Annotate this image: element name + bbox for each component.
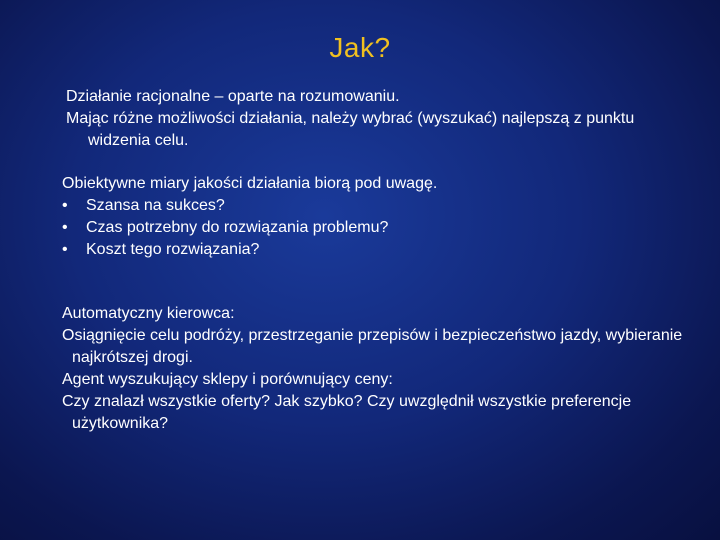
bullet-item-text: Czas potrzebny do rozwiązania problemu? — [86, 219, 389, 236]
intro-line-1: Działanie racjonalne – oparte na rozumowaniu. — [66, 88, 400, 105]
bullet-item-text: Koszt tego rozwiązania? — [86, 241, 260, 258]
measures-section — [62, 173, 692, 261]
agent-heading: Agent wyszukujący sklepy i porównujący ceny: — [62, 371, 393, 388]
driver-heading: Automatyczny kierowca: — [62, 305, 235, 322]
intro-line-2: Mając różne możliwości działania, należy wybrać (wyszukać) najlepszą z punktu widzenia celu. — [66, 110, 635, 149]
bullet-symbol: • — [62, 241, 68, 258]
examples-section — [62, 303, 702, 435]
bullet-item — [62, 195, 692, 217]
slide-title: Jak? — [329, 32, 391, 63]
bullet-item — [62, 217, 692, 239]
agent-text: Czy znalazł wszystkie oferty? Jak szybko? Czy uwzględnił wszystkie preferencje użytkownika? — [62, 393, 632, 432]
bullet-symbol: • — [62, 197, 68, 214]
bullet-item-text: Szansa na sukces? — [86, 197, 225, 214]
driver-text: Osiągnięcie celu podróży, przestrzeganie przepisów i bezpieczeństwo jazdy, wybieranie najkrótszej drogi. — [62, 327, 683, 366]
bullet-symbol: • — [62, 219, 68, 236]
bullet-item — [62, 239, 692, 261]
measures-heading: Obiektywne miary jakości działania biorą pod uwagę. — [62, 175, 438, 192]
intro-paragraph — [66, 86, 696, 152]
